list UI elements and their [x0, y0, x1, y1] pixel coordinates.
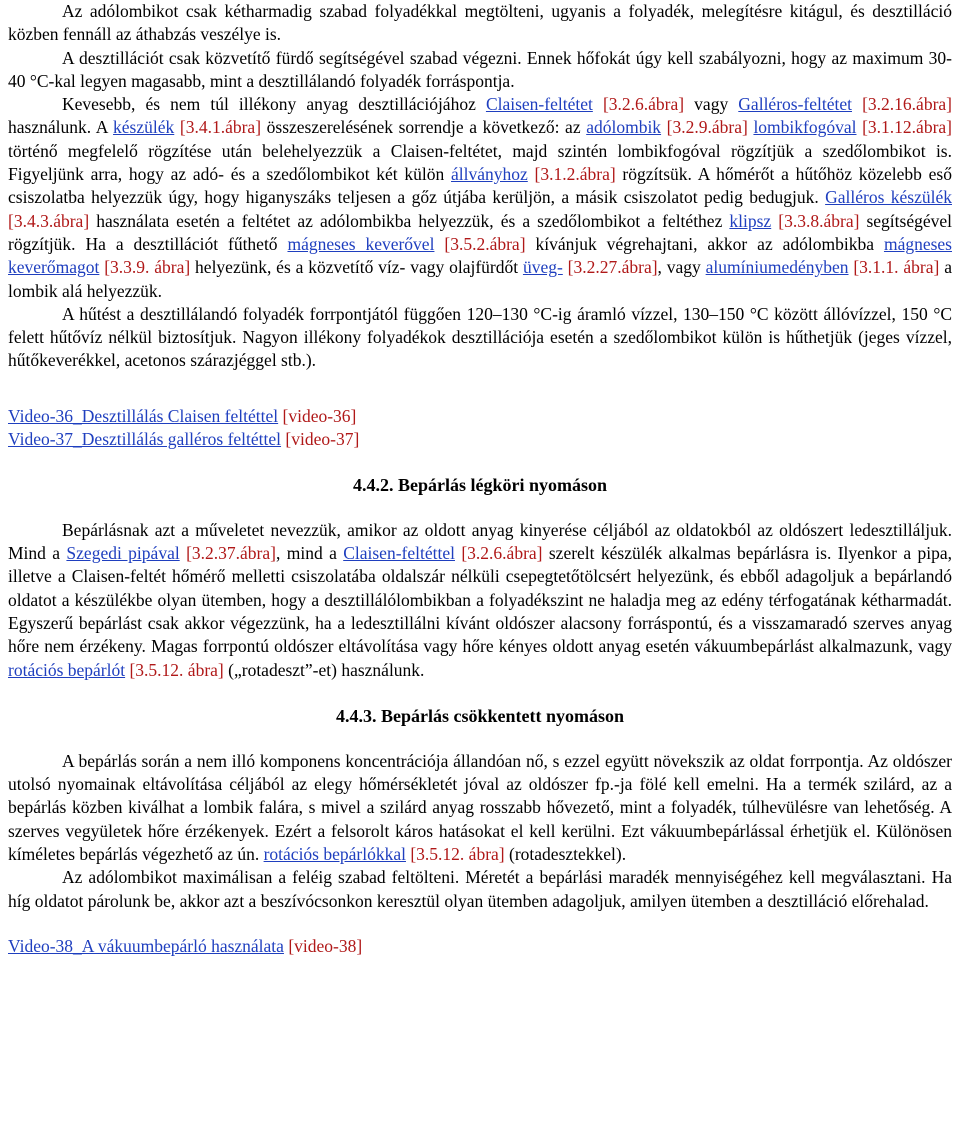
figure-reference: [3.5.12. ábra] — [129, 659, 224, 680]
video-36-line — [8, 405, 952, 428]
inline-link[interactable]: lombikfogóval — [753, 117, 857, 138]
text-run: helyezünk, és a közvetítő víz- vagy olajfürdőt — [190, 257, 523, 278]
text-run: történő megfelelő rögzítése után belehelyezzük a Claisen-feltétet, majd szintén lombikfogóval rögzítjük a szedőlombikot is. Figyeljünk arra, hogy az adó- és a szedőlombikot két külön — [8, 140, 952, 185]
inline-link[interactable]: állványhoz — [451, 164, 528, 185]
paragraph-apparatus-assembly — [8, 93, 952, 303]
text-run: rögzítsük. A hőmérőt a hűtőhöz közelebb eső csiszolatba helyezzük úgy, hogy higanyszáks teljesen a gőz útjába kerüljön, a másik csiszolatot pedig bedugjuk. — [8, 164, 952, 208]
paragraph-reduced-pressure — [8, 750, 952, 866]
text-run — [852, 94, 862, 114]
figure-reference: [3.2.16.ábra] — [862, 94, 952, 115]
figure-reference: [3.2.37.ábra] — [186, 543, 276, 564]
figure-reference: [3.1.1. ábra] — [853, 257, 940, 278]
inline-link[interactable]: rotációs bepárlókkal — [263, 844, 406, 865]
text-run: a lombik alá helyezzük. — [8, 257, 952, 301]
video-36-ref: [video-36] — [282, 405, 357, 426]
inline-link[interactable]: mágneses keverőmagot — [8, 233, 952, 278]
video-38-link[interactable]: Video-38_A vákuumbepárló használata — [8, 935, 284, 956]
text-run: használunk. A — [8, 117, 114, 138]
text-run — [434, 234, 444, 254]
figure-reference: [3.2.6.ábra] — [602, 94, 685, 115]
paragraph-atmospheric-evaporation — [8, 519, 952, 682]
video-37-ref: [video-37] — [285, 428, 360, 449]
inline-link[interactable]: klipsz — [729, 210, 772, 231]
paragraph-bath-temperature: A desztillációt csak közvetítő fürdő segítségével szabad végezni. Ennek hőfokát úgy kell szabályozni, hogy az maximum 30-40 °C-kal legyen magasabb, mint a desztillálandó folyadék forráspontja. — [8, 47, 952, 91]
text-run: A bepárlás során a nem illó komponens koncentrációja állandóan nő, s ezzel együtt növekszik az oldat forrpontja. Az oldószer utolsó nyomainak eltávolítása céljából az elegy hőmérsékletét jóval az oldószer fp.-ja fölé kell emelni. Ha a termék szilárd, az a bepárlás közben kiválhat a lombik falára, s mivel a szilárd anyag rosszabb hővezető, mint a folyadék, túlhevülésre van lehetőség. A szerves vegyületek hőre érzékenyek. Ezért a felsorolt káros hatásokat el kell kerülni. Ezt vákuumbepárlással érhetjük el. Különösen kíméletes bepárlás végezhető az ún. — [8, 750, 952, 865]
inline-link[interactable]: üveg- — [522, 257, 563, 278]
figure-reference: [3.1.2.ábra] — [534, 164, 616, 185]
video-38-ref: [video-38] — [288, 935, 363, 956]
paragraph-fill-level: Az adólombikot csak kétharmadig szabad folyadékkal megtölteni, ugyanis a folyadék, melegítésre kitágul, és desztilláció közben fennáll az áthabzás veszélye is. — [8, 1, 952, 45]
video-37-line — [8, 428, 952, 451]
video-37-link[interactable]: Video-37_Desztillálás galléros feltéttel — [8, 428, 282, 449]
text-run: , vagy — [657, 257, 706, 278]
section-heading-4-4-2: 4.4.2. Bepárlás légköri nyomáson — [352, 474, 607, 495]
text-run: (rotadesztekkel). — [504, 844, 627, 865]
figure-reference: [3.4.1.ábra] — [179, 117, 262, 138]
inline-link[interactable]: Galléros-feltétet — [738, 94, 852, 115]
text-run: , mind a — [275, 543, 344, 564]
figure-reference: [3.3.8.ábra] — [778, 210, 860, 231]
inline-link[interactable]: Claisen-feltéttel — [343, 543, 455, 564]
inline-link[interactable]: Claisen-feltétet — [485, 94, 593, 115]
text-run: összeszerelésének sorrendje a következő: az — [261, 117, 587, 138]
figure-reference: [3.5.2.ábra] — [444, 233, 526, 254]
text-run: használata esetén a feltétet az adólombikba helyezzük, és a szedőlombikot a feltéthez — [89, 210, 730, 231]
text-run: segítségével rögzítjük. Ha a desztillációt fűthető — [8, 210, 953, 254]
text-run: Bepárlásnak azt a műveletet nevezzük, amikor az oldott anyag kinyerése céljából az oldatokból az oldószert ledesztilláljuk. Mind a — [8, 519, 952, 564]
video-36-link[interactable]: Video-36_Desztillálás Claisen feltéttel — [8, 405, 279, 426]
inline-link[interactable]: rotációs bepárlót — [8, 659, 126, 680]
text-run: szerelt készülék alkalmas bepárlásra is. Ilyenkor a pipa, illetve a Claisen-feltét hőmérő melletti csiszolatába oldalszár nélküli csepegtetőtölcsért helyezünk, és ebből adagoljuk a bepárlandó oldatot a készülékbe olyan ütemben, hogy a desztillálólombikban a folyadékszint ne haladja meg az edény térfogatának kétharmadát. Egyszerű bepárlást csak akkor végezzünk, ha a ledesztillálni kívánt oldószer alacsony forráspontú, és a visszamaradó szerves anyag hőre nem érzékeny. Magas forrpontú oldószer eltávolítása vagy hőre kényes oldott anyag esetén vákuumbepárlást alkalmazunk, vagy — [8, 543, 953, 657]
video-38-line — [8, 935, 952, 958]
text-run — [528, 164, 535, 184]
text-run — [593, 94, 603, 114]
inline-link[interactable]: készülék — [113, 117, 175, 138]
inline-link[interactable]: adólombik — [586, 117, 662, 138]
figure-reference: [3.2.27.ábra] — [567, 257, 658, 278]
inline-link[interactable]: Galléros készülék — [825, 187, 952, 208]
text-run: („rotadeszt”-et) használunk. — [223, 659, 425, 680]
section-heading-4-4-3: 4.4.3. Bepárlás csökkentett nyomáson — [335, 705, 624, 726]
paragraph-flask-filling: Az adólombikot maximálisan a feléig szabad feltölteni. Méretét a bepárlási maradék mennyiségéhez kell megválasztani. Ha híg oldatot párolunk be, akkor azt a beszívócsonkon keresztül olyan ütemben adagoljuk, amilyen ütemben a desztilláció előrehalad. — [8, 867, 952, 911]
figure-reference: [3.1.12.ábra] — [862, 117, 952, 138]
figure-reference: [3.5.12. ábra] — [410, 844, 505, 865]
inline-link[interactable]: mágneses keverővel — [287, 233, 435, 254]
text-run: Kevesebb, és nem túl illékony anyag desztillációjához — [62, 94, 486, 115]
inline-link[interactable]: alumíniumedényben — [705, 257, 849, 278]
paragraph-cooling: A hűtést a desztillálandó folyadék forrpontjától függően 120–130 °C-ig áramló vízzel, 130–150 °C között állóvízzel, 150 °C felett hűtővíz nélkül biztosítjuk. Nagyon illékony folyadékok desztillációja esetén a szedőlombikot külön is hűthetjük (jeges vízzel, hűtőkeverékkel, acetonos szárazjéggel stb.). — [8, 303, 952, 371]
figure-reference: [3.2.9.ábra] — [666, 117, 748, 138]
figure-reference: [3.4.3.ábra] — [8, 210, 90, 231]
figure-reference: [3.3.9. ábra] — [104, 257, 191, 278]
figure-reference: [3.2.6.ábra] — [461, 543, 543, 564]
inline-link[interactable]: Szegedi pipával — [66, 543, 180, 564]
text-run: kívánjuk végrehajtani, akkor az adólombikba — [525, 233, 884, 254]
text-run: vagy — [684, 94, 739, 115]
